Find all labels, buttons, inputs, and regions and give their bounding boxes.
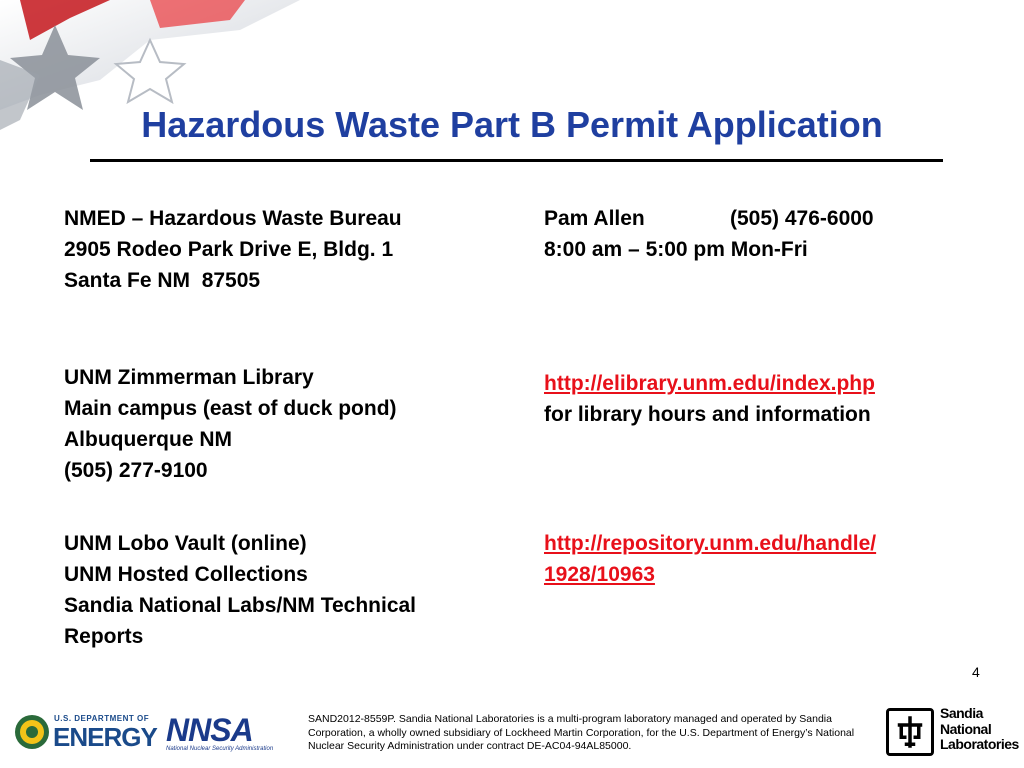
nnsa-logo <box>166 712 284 754</box>
nmed-line: NMED – Hazardous Waste Bureau <box>64 207 402 230</box>
slide-title: Hazardous Waste Part B Permit Application <box>141 104 883 145</box>
nnsa-mark: NNSA <box>166 712 253 748</box>
vault-line: UNM Hosted Collections <box>64 563 308 586</box>
sandia-line: Laboratories <box>940 736 1019 752</box>
contact-phone: (505) 476-6000 <box>730 207 874 230</box>
sandia-line: Sandia <box>940 705 983 721</box>
library-note: for library hours and information <box>544 403 871 426</box>
library-line: Albuquerque NM <box>64 428 232 451</box>
nmed-address-block <box>64 203 402 296</box>
repository-link[interactable] <box>544 528 876 590</box>
vault-line: Reports <box>64 625 144 648</box>
doe-logo <box>14 712 159 752</box>
footer-disclaimer: SAND2012-8559P. Sandia National Laboratories is a multi-program laboratory managed and operated by Sandia Corporation, a wholly owned subsidiary of Lockheed Martin Corporation, for the U.S. Department of Energy’s National Nuclear Security Administration under contract DE-AC04-94AL85000. <box>308 713 855 752</box>
sandia-thunderbird-icon <box>886 708 934 756</box>
vault-line: UNM Lobo Vault (online) <box>64 532 307 555</box>
nnsa-subtitle: National Nuclear Security Administration <box>166 746 274 752</box>
lobo-vault-block <box>64 528 416 652</box>
library-link-block <box>544 368 875 430</box>
library-line: UNM Zimmerman Library <box>64 366 314 389</box>
page-number: 4 <box>972 664 980 680</box>
nmed-line: Santa Fe NM 87505 <box>64 269 261 292</box>
library-line: (505) 277-9100 <box>64 459 208 482</box>
doe-big-text: ENERGY <box>53 722 157 752</box>
title-divider <box>90 159 943 162</box>
contact-hours: 8:00 am – 5:00 pm Mon-Fri <box>544 238 808 261</box>
contact-block <box>544 203 874 265</box>
vault-line: Sandia National Labs/NM Technical <box>64 594 417 617</box>
doe-small-text: U.S. DEPARTMENT OF <box>54 714 150 723</box>
sandia-line: National <box>940 720 992 737</box>
library-address-block <box>64 362 397 486</box>
repository-link-line: 1928/10963 <box>544 563 655 586</box>
repository-link-line: http://repository.unm.edu/handle/ <box>544 532 877 555</box>
sandia-logo <box>886 705 1019 758</box>
nmed-line: 2905 Rodeo Park Drive E, Bldg. 1 <box>64 238 394 261</box>
sandia-wordmark <box>940 706 1019 753</box>
doe-seal-icon <box>14 714 50 750</box>
library-line: Main campus (east of duck pond) <box>64 397 397 420</box>
elibrary-link[interactable]: http://elibrary.unm.edu/index.php <box>544 372 875 395</box>
contact-name: Pam Allen <box>544 207 645 230</box>
repository-link-block <box>544 528 876 590</box>
